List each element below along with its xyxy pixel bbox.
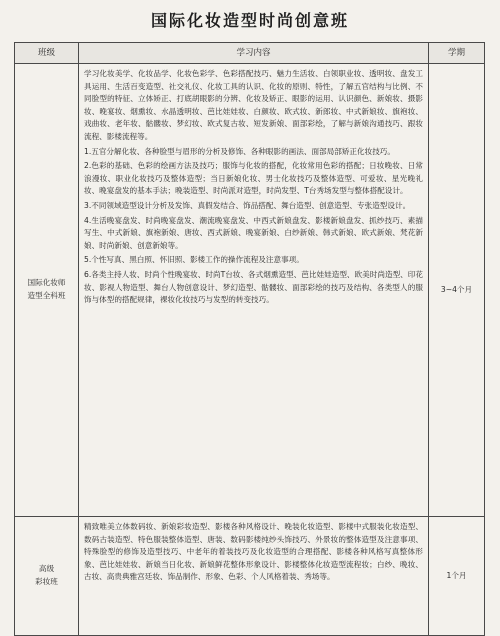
header-content: 学习内容	[79, 43, 429, 64]
class-name-line: 国际化妆师	[27, 278, 66, 288]
term-cell: 1个月	[429, 517, 485, 636]
content-cell	[79, 64, 429, 517]
content-paragraph: 1.五官分解化妆、各种脸型与眉形的分析及修饰、各种眼影的画法、面部局部矫正化妆技巧。	[84, 146, 395, 156]
course-table	[14, 42, 485, 636]
table-row	[15, 64, 485, 517]
table-header-row	[15, 43, 485, 64]
term-cell: 3~4个月	[429, 64, 485, 517]
content-paragraph: 2.色彩的基础、色彩的绘画方法及技巧；服饰与化妆的搭配，化妆常用色彩的搭配；日妆晚妆、日常浪漫妆、职业化妆技巧及整体造型；当日新娘化妆、男士化妆技巧及整体造型、可爱妆、星光晚礼妆、晚宴盘发的基本手法；晚装造型、时尚派对造型，时尚发型、T台秀场发型与整体搭配设计。	[84, 161, 423, 196]
header-class: 班级	[15, 43, 79, 64]
content-cell	[79, 517, 429, 636]
table-row	[15, 517, 485, 636]
content-paragraph: 5.个性写真、黑白照、怀旧照、影楼工作的操作流程及注意事项。	[84, 255, 304, 265]
content-paragraph: 4.生活晚宴盘发、时尚晚宴盘发、潮流晚宴盘发、中西式新娘盘发、影楼新娘盘发、抓纱技巧、素描写生、中式新娘、旗袍新娘、唐妆、西式新娘、晚宴新娘、白纱新娘、韩式新娘、欧式新娘、梵花新娘、时尚新娘、创意新娘等。	[84, 215, 423, 250]
content-paragraph: 精致唯美立体数码妆、新娘彩妆造型、影楼各种风格设计、晚装化妆造型、影楼中式服装化妆造型、数码古装造型、特色服装整体造型、唐装、数码影楼纯纱头饰技巧、外景妆的整体造型及注意事项、特殊脸型的修饰及造型技巧、中老年的着装技巧及化妆造型的合理搭配、影楼各种风格写真整体形象、芭比娃娃妆、新娘当日化妆、新娘鲜花整体形象设计、影楼整体化妆造型流程妆；白纱、晚妆、古妆、高贵典雅宫廷妆、饰品制作、形象、色彩、个人风格着装、秀场等。	[84, 522, 423, 582]
content-paragraph: 学习化妆美学、化妆品学、化妆色彩学、色彩搭配技巧、魅力生活妆、白领职业妆、透明妆、盘发工具运用、生活百变造型、社交礼仪、化妆工具的认识、化妆的原则、特性，了解五官结构与比例、不同脸型的特征、立体矫正、打底胡眼影的分辨、化妆及矫正、眼影的运用、认识颜色、新娘妆、摄影妆、晚宴妆、烟熏妆、水晶透明妆、芭比娃娃妆、白颜妆、欧式妆、新郎妆、中式新娘妆、旗袍妆、戏曲妆、老年妆、骷髅妆、梦幻妆、欧式复古妆、短发新娘、面部彩绘，了解与新娘沟通技巧、跟妆流程、影楼流程等。	[84, 69, 423, 141]
class-name-line: 造型全科班	[27, 291, 66, 300]
class-name-line: 彩妆班	[35, 577, 58, 586]
class-name-cell	[15, 517, 79, 636]
class-name-cell	[15, 64, 79, 517]
header-term: 学期	[429, 43, 485, 64]
content-paragraph: 6.各类主持人妆、时尚个性晚宴妆、时尚T台妆、各式烟熏造型、芭比娃娃造型、欧美时尚造型、印花妆、影视人物造型、舞台人物创意设计、梦幻造型、骷髅妆、面部彩绘的技巧及结构、各类型人的服饰与体型的搭配规律，裸妆化妆技巧与发型的转变技巧。	[84, 269, 423, 305]
page-title: 国际化妆造型时尚创意班	[150, 11, 349, 30]
content-paragraph: 3.不同领域造型设计分析及发饰、真假发结合、饰品搭配、舞台造型、创意造型、专张造型设计。	[84, 200, 411, 210]
class-name-line: 高级	[38, 564, 55, 574]
